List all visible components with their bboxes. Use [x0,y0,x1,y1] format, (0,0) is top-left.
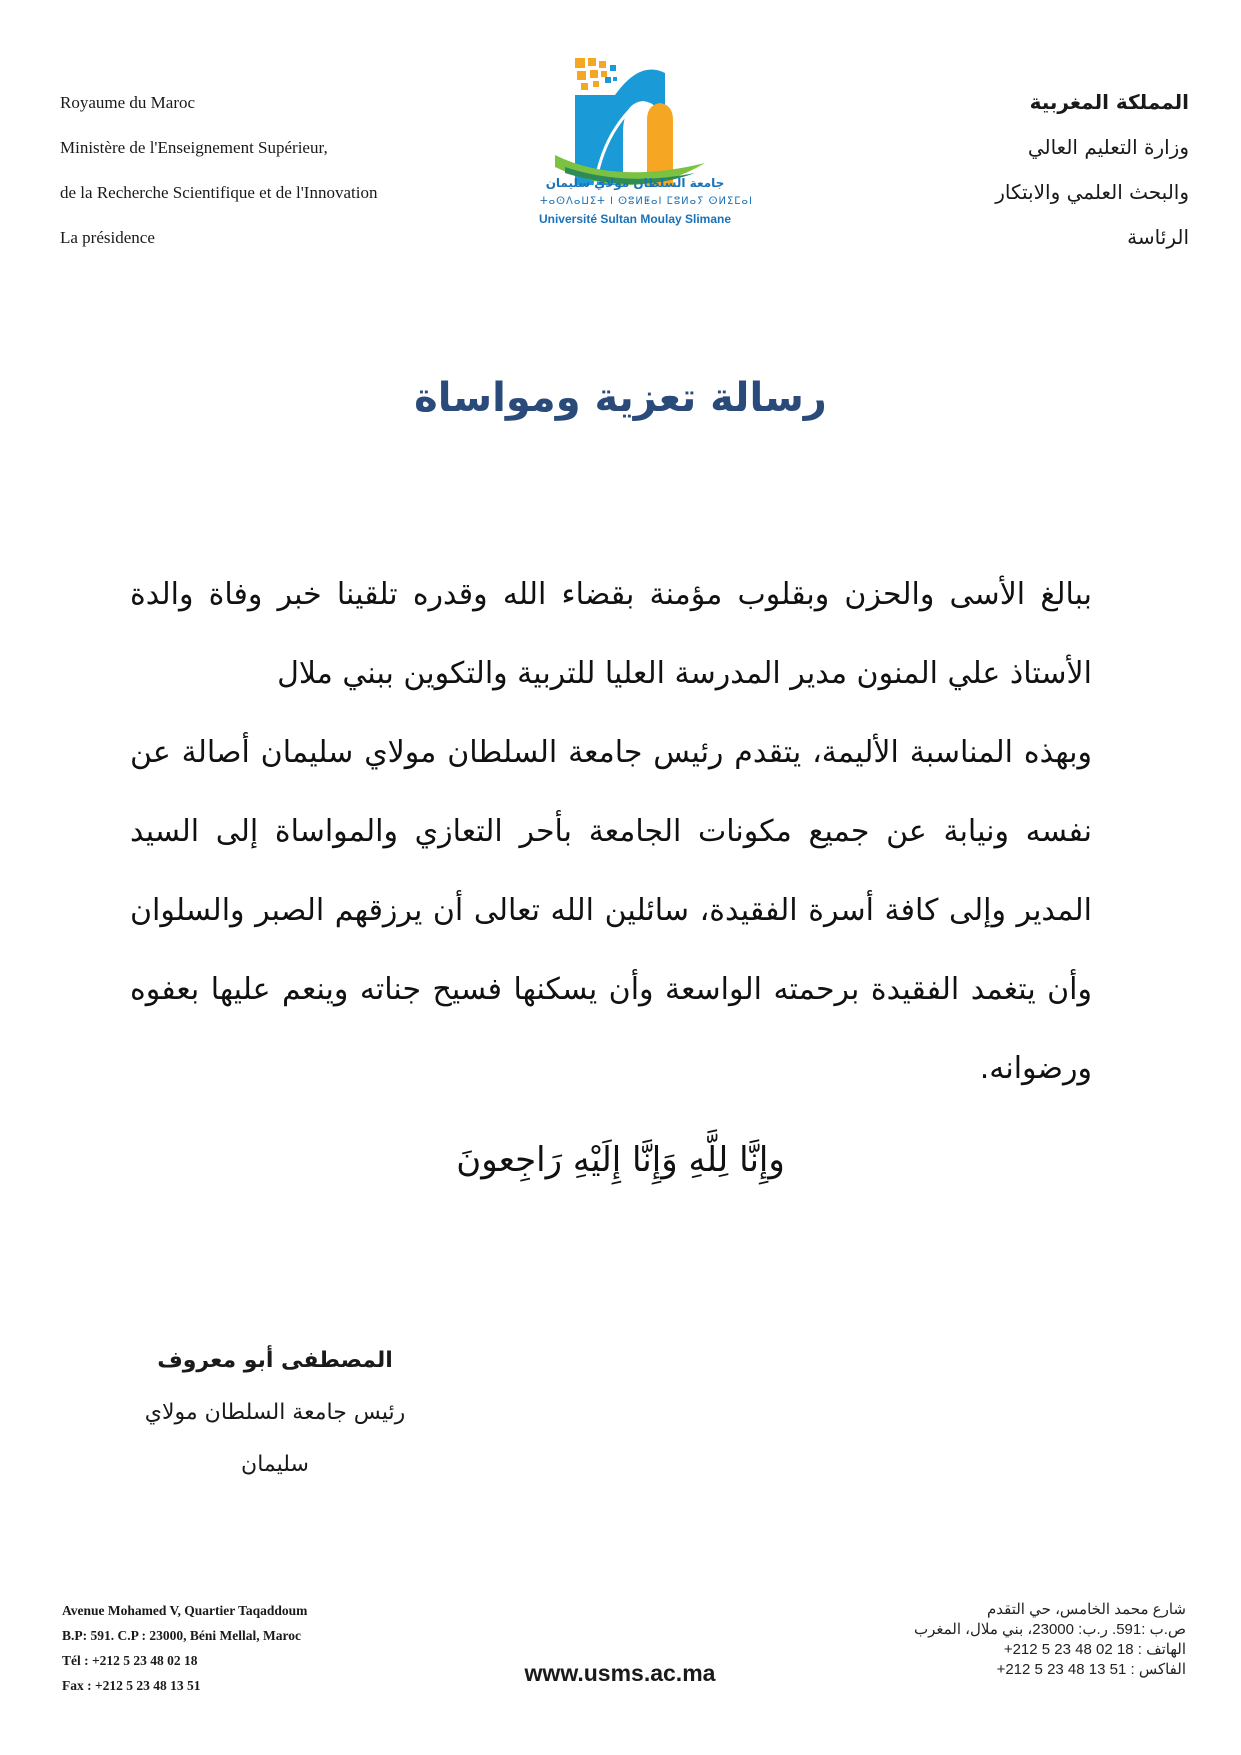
ministry-ar-cont: والبحث العلمي والابتكار [995,180,1189,204]
body-paragraph-1: ببالغ الأسى والحزن وبقلوب مؤمنة بقضاء الله وقدره تلقينا خبر وفاة والدة الأستاذ علي المنون مدير المدرسة العليا للتربية والتكوين ببني ملال [130,577,1092,691]
header-right [829,80,1189,260]
footer-address-ar [826,1600,1186,1680]
footer-postal-fr: B.P: 591. C.P : 23000, Béni Mellal, Maroc [62,1628,301,1643]
body-paragraph-2: وبهذه المناسبة الأليمة، يتقدم رئيس جامعة السلطان مولاي سليمان أصالة عن نفسه ونيابة عن جميع مكونات الجامعة بأحر التعازي والمواساة إلى السيد المدير وإلى كافة أسرة الفقيدة، سائلين الله تعالى أن يرزقهم الصبر والسلوان وأن يتغمد الفقيدة برحمته الواسعة وأن يسكنها فسيح جناته وينعم عليها بعفوه ورضوانه. [130,735,1092,1086]
ministry-fr-cont: de la Recherche Scientifique et de l'Innovation [60,183,378,202]
signatory-name: المصطفى أبو معروف [157,1348,393,1373]
signature-block [110,1335,440,1491]
presidency-ar: الرئاسة [1127,225,1189,249]
footer-postal-ar: ص.ب :591. ر.ب: 23000، بني ملال، المغرب [913,1621,1186,1638]
footer-fax-ar: الفاكس : 51 13 48 23 5 212+ [996,1661,1186,1678]
logo-caption-arabic: جامعة السلطان مولاي سليمان [545,176,725,190]
letter-title: رسالة تعزية ومواساة [414,375,827,421]
website-link[interactable]: www.usms.ac.ma [524,1660,716,1686]
presidency-fr: La présidence [60,228,155,247]
quran-verse: وإِنَّا لِلَّهِ وَإِنَّا إِلَيْهِ رَاجِعونَ [456,1140,785,1180]
ministry-ar: وزارة التعليم العالي [1027,135,1189,159]
letter-body [130,555,1092,1108]
signatory-role: رئيس جامعة السلطان مولاي سليمان [144,1400,406,1477]
footer-street-ar: شارع محمد الخامس، حي التقدم [986,1601,1186,1618]
logo-caption-french: Université Sultan Moulay Slimane [538,212,732,226]
footer-fax-fr: Fax : +212 5 23 48 13 51 [62,1678,201,1693]
kingdom-fr: Royaume du Maroc [60,93,196,112]
header-left [60,80,520,260]
footer-street-fr: Avenue Mohamed V, Quartier Taqaddoum [62,1603,308,1618]
footer-address-fr [62,1598,482,1698]
logo-caption-tifinagh: ⵜⴰⵙⴷⴰⵡⵉⵜ ⵏ ⵙⵓⵍⵟⴰⵏ ⵎⵓⵍⴰⵢ ⵙⵍⵉⵎⴰⵏ [540,196,753,207]
footer-phone-fr: Tél : +212 5 23 48 02 18 [62,1653,198,1668]
footer-phone-ar: الهاتف : 18 02 48 23 5 212+ [1003,1641,1186,1658]
kingdom-ar: المملكة المغربية [1029,90,1189,114]
ministry-fr: Ministère de l'Enseignement Supérieur, [60,138,328,157]
